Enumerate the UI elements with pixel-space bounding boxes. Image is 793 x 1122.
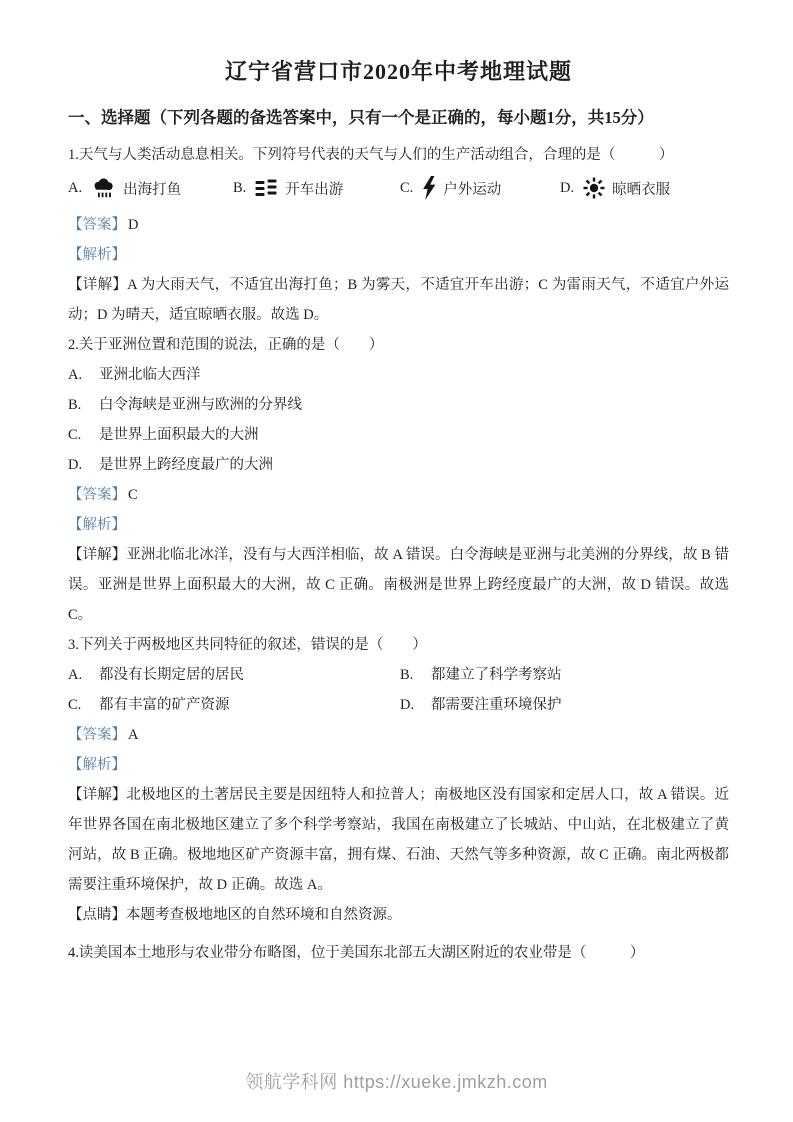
option-letter: D. [68,457,83,473]
answer-line [68,210,729,240]
question-3-options-row-1 [68,660,729,690]
option-text: 是世界上跨经度最广的大洲 [99,457,273,473]
fog-icon [255,178,278,198]
option-c [68,690,400,720]
page-title: 辽宁省营口市2020年中考地理试题 [224,59,572,84]
option-text: 都没有长期定居的居民 [99,667,244,683]
question-1-stem: 1.天气与人类活动息息相关。下列符号代表的天气与人们的生产活动组合，合理的是（ ） [68,147,674,163]
option-a [68,660,400,690]
question-3 [68,630,729,930]
option-text: 开车出游 [285,181,344,198]
detail-text: 【详解】北极地区的土著居民主要是因纽特人和拉普人；南极地区没有国家和定居人口，故 A 错误。近年世界各国在南北极地区建立了多个科学考察站，我国在南极建立了长城站、中山站，在北极建立了黄河站，故 B 正确。极地地区矿产资源丰富，拥有煤、石油、天然气等多种资源，故 C 正确。南北两极都需要注重环境保护，故 D 正确。故选 A。 [68,787,729,893]
footer-watermark [0,1068,793,1094]
answer-label: 【答案】 [68,487,126,503]
option-b [68,390,729,420]
option-text: 户外运动 [443,181,502,198]
option-text: 都需要注重环境保护 [431,697,562,713]
option-text: 晾晒衣服 [612,181,671,198]
option-letter: B. [68,397,82,413]
option-d [400,690,562,720]
option-letter: A. [68,179,83,196]
question-3-stem: 3.下列关于两极地区共同特征的叙述，错误的是（ ） [68,637,427,653]
option-b [400,660,562,690]
option-text: 白令海峡是亚洲与欧洲的分界线 [99,397,302,413]
answer-line [68,720,729,750]
detail-text: 【详解】A 为大雨天气，不适宜出海打鱼；B 为雾天，不适宜开车出游；C 为雷雨天气，不适宜户外运动；D 为晴天，适宜晾晒衣服。故选 D。 [68,277,729,323]
section-heading: 一、选择题（下列各题的备选答案中，只有一个是正确的，每小题1分，共15分） [68,108,654,127]
question-1-options [68,171,729,205]
question-2 [68,330,729,630]
option-text: 都建立了科学考察站 [431,667,562,683]
sunny-icon [583,177,605,199]
analysis-label: 【解析】 [68,517,126,533]
option-letter: D. [560,179,575,196]
option-letter: A. [68,667,83,683]
answer-value: A [128,727,139,743]
question-2-stem: 2.关于亚洲位置和范围的说法，正确的是（ ） [68,337,384,353]
answer-value: C [128,487,138,503]
option-c [68,420,729,450]
question-4 [68,938,729,968]
option-b [233,178,400,199]
footer-text: 领航学科网 https://xueke.jmkzh.com [245,1072,548,1092]
question-3-options-row-2 [68,690,729,720]
tip-text: 【点睛】本题考查极地地区的自然环境和自然资源。 [68,907,402,923]
analysis-label: 【解析】 [68,247,126,263]
answer-value: D [128,217,139,233]
answer-label: 【答案】 [68,217,126,233]
option-c [400,176,560,200]
option-a [68,360,729,390]
option-letter: C. [68,427,82,443]
option-text: 都有丰富的矿产资源 [99,697,230,713]
detail-text: 【详解】亚洲北临北冰洋，没有与大西洋相临，故 A 错误。白令海峡是亚洲与北美洲的分界线，故 B 错误。亚洲是世界上面积最大的大洲，故 C 正确。南极洲是世界上跨经度最广的大洲，故 D 错误。故选 C。 [68,547,729,623]
answer-label: 【答案】 [68,727,126,743]
question-1 [68,140,729,330]
option-letter: A. [68,367,83,383]
answer-line [68,480,729,510]
option-letter: B. [233,179,247,196]
option-text: 出海打鱼 [123,181,182,198]
option-text: 亚洲北临大西洋 [99,367,201,383]
heavy-rain-icon [91,176,116,200]
option-letter: C. [68,697,82,713]
analysis-label: 【解析】 [68,757,126,773]
option-text: 是世界上面积最大的大洲 [99,427,259,443]
thunderstorm-icon [422,176,436,200]
option-letter: B. [400,667,414,683]
question-4-stem: 4.读美国本土地形与农业带分布略图，位于美国东北部五大湖区附近的农业带是（ ） [68,945,645,961]
option-letter: C. [400,179,414,196]
option-d [68,450,729,480]
option-a [68,176,233,200]
option-letter: D. [400,697,415,713]
option-d [560,177,670,199]
